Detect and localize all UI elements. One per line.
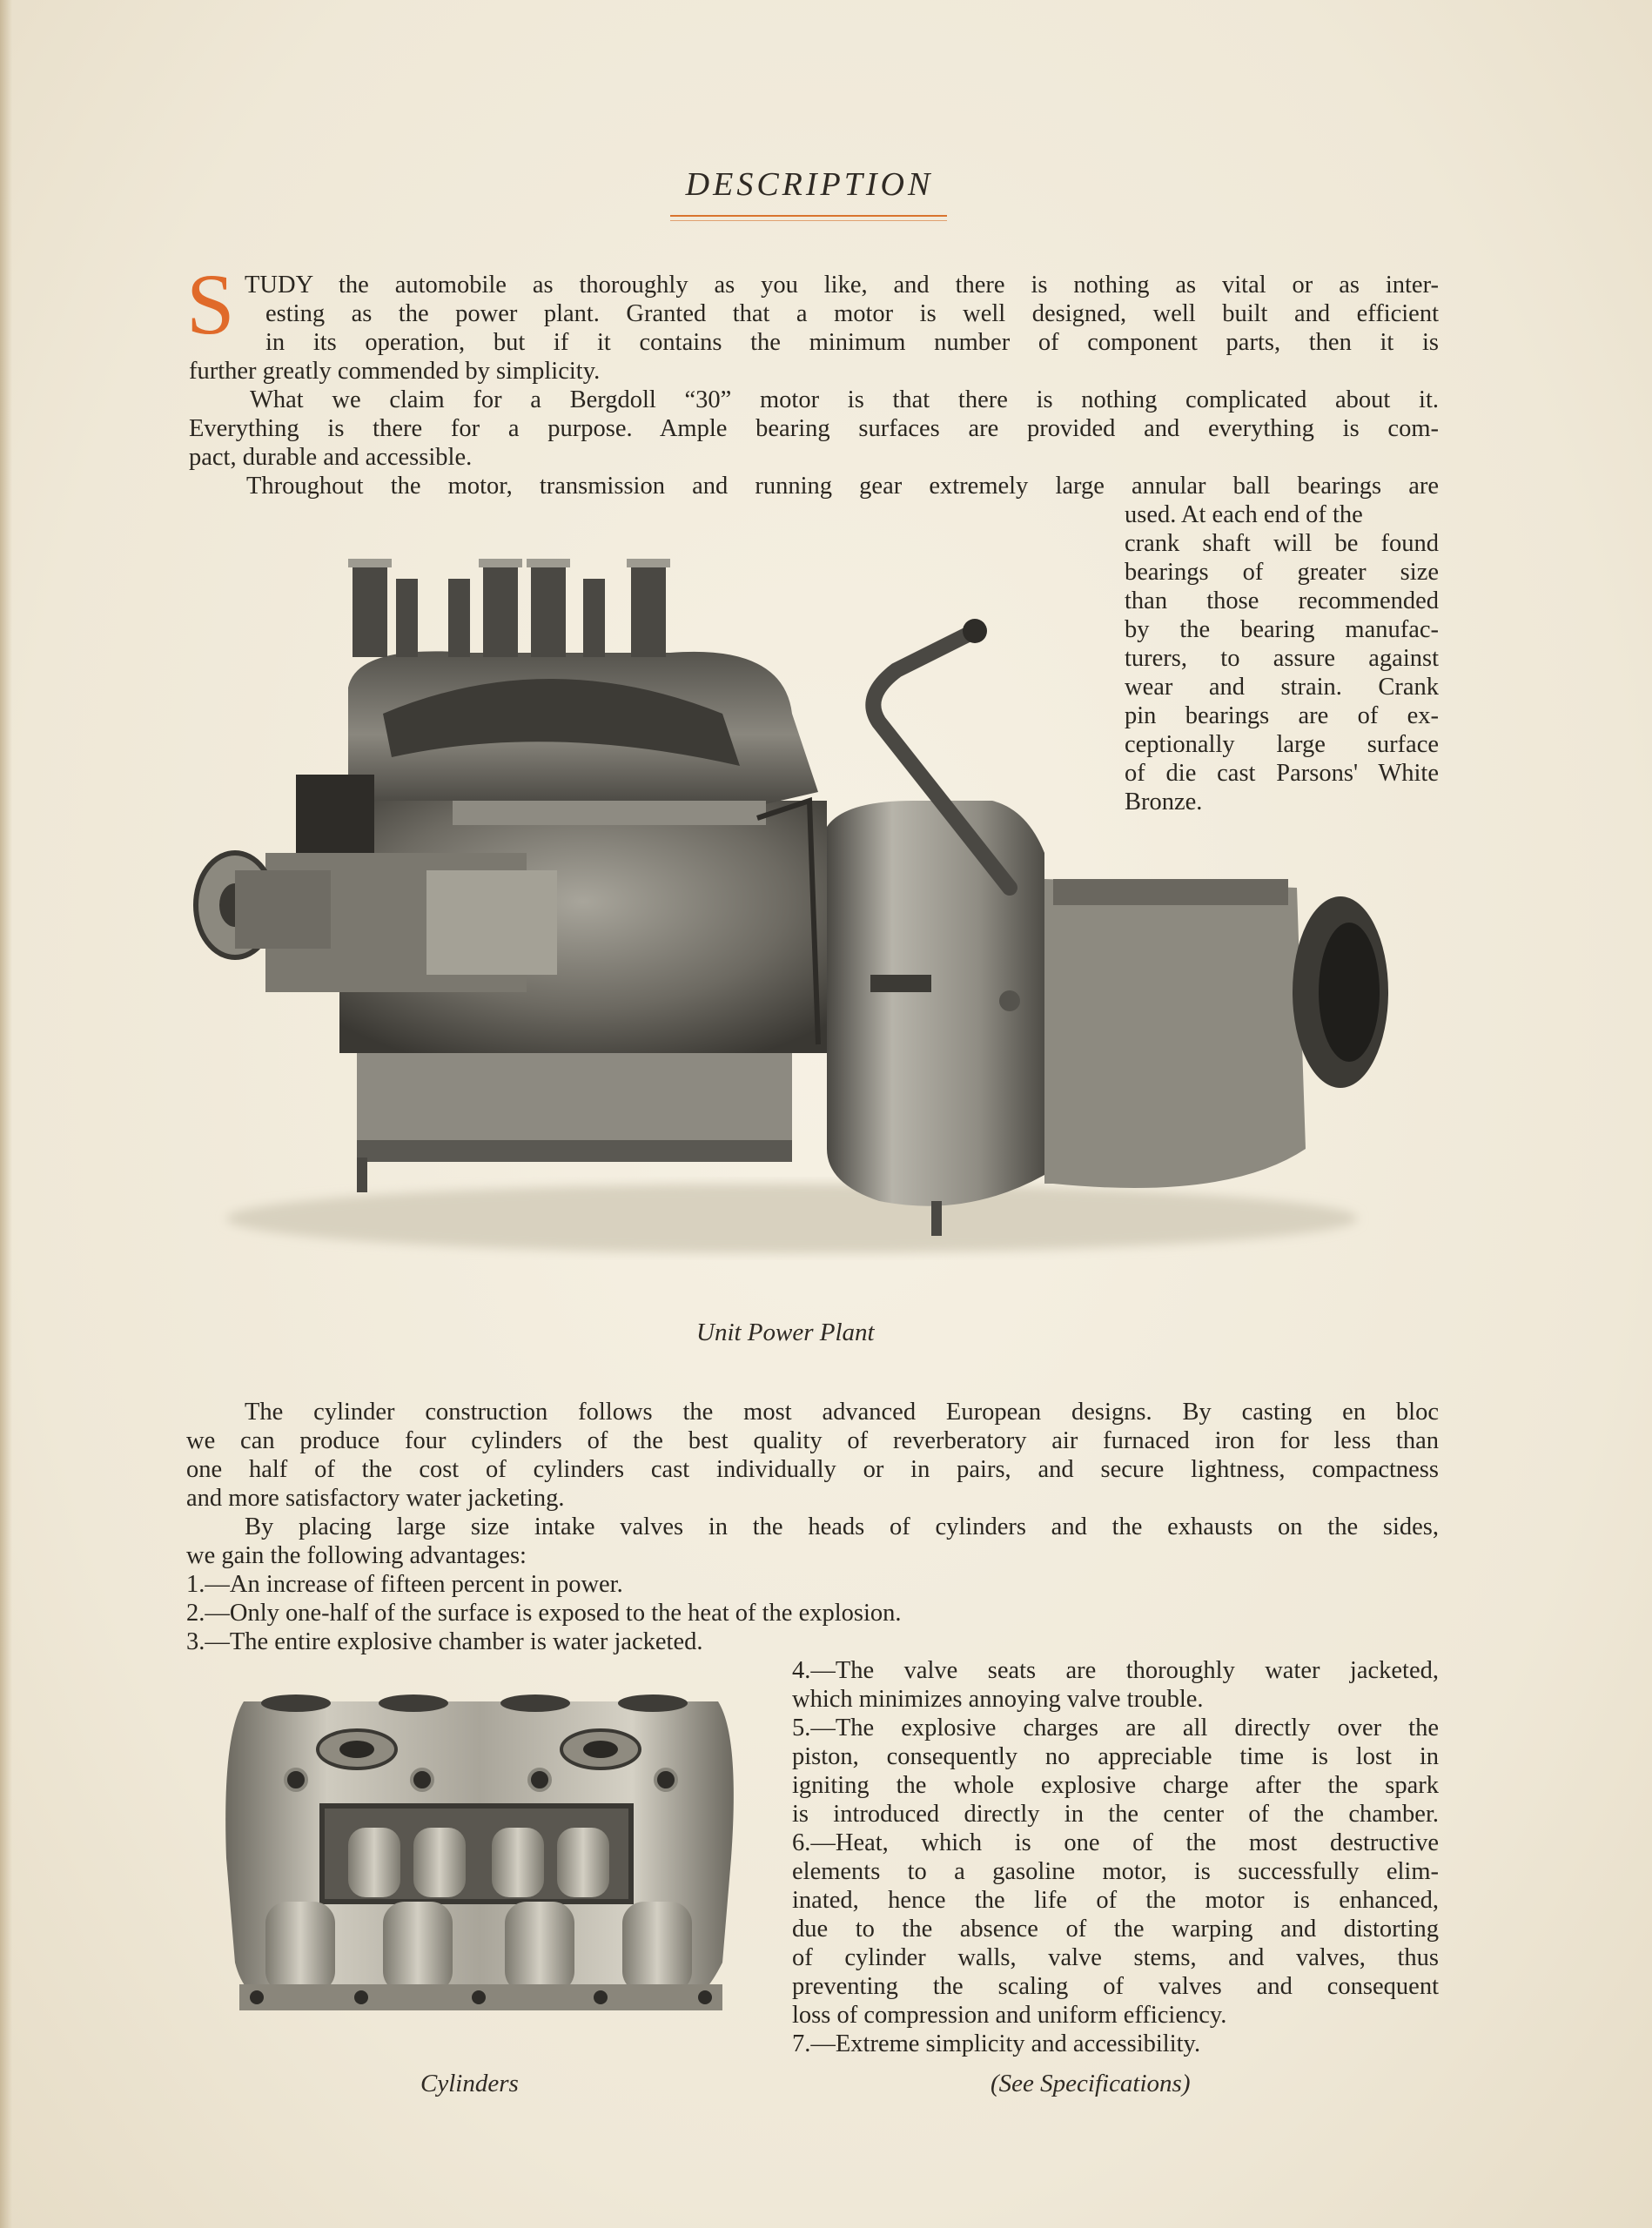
advantage-line: 7.—Extreme simplicity and accessibility. (792, 2030, 1201, 2057)
advantage-item: 2.—Only one-half of the surface is exposed to the heat of the explosion. (186, 1600, 902, 1627)
advantage-line: 6.—Heat, which is one of the most destructive (792, 1829, 1439, 1856)
advantage-line: igniting the whole explosive charge after the spark (792, 1772, 1439, 1799)
advantage-line: 4.—The valve seats are thoroughly water jacketed, (792, 1657, 1439, 1684)
para2-line2: Everything is there for a purpose. Ample bearing surfaces are provided and everything is com- (189, 415, 1439, 442)
advantage-line: elements to a gasoline motor, is successfully elim- (792, 1858, 1439, 1885)
para3-side-line: used. At each end of the (1125, 501, 1363, 528)
para3-side-line: turers, to assure against (1125, 645, 1439, 672)
advantage-line: which minimizes annoying valve trouble. (792, 1686, 1204, 1713)
advantages-side-column (792, 1656, 1439, 2058)
para2-line1: What we claim for a Bergdoll “30” motor is that there is nothing complicated about it. (250, 386, 1439, 413)
page-edge (0, 0, 12, 2228)
para3-line1: Throughout the motor, transmission and running gear extremely large annular ball bearings are (246, 473, 1439, 500)
page-title: DESCRIPTION (685, 166, 934, 203)
para4-line4: and more satisfactory water jacketing. (186, 1485, 565, 1512)
advantage-line: of cylinder walls, valve stems, and valves, thus (792, 1944, 1439, 1971)
para4-line2: we can produce four cylinders of the best quality of reverberatory air furnaced iron for less than (186, 1427, 1439, 1454)
para2-line3: pact, durable and accessible. (189, 444, 473, 471)
para3-side-line: than those recommended (1125, 587, 1439, 614)
advantage-item: 3.—The entire explosive chamber is water jacketed. (186, 1628, 703, 1655)
title-underline-thin (670, 220, 947, 221)
para1-line2: esting as the power plant. Granted that a motor is well designed, well built and efficient (265, 300, 1439, 327)
para1-line3: in its operation, but if it contains the minimum number of component parts, then it is (265, 329, 1439, 356)
drop-cap: S (186, 256, 235, 352)
para5-line2: we gain the following advantages: (186, 1542, 527, 1569)
para3-side-line: pin bearings are of ex- (1125, 702, 1439, 729)
para3-side-line: ceptionally large surface (1125, 731, 1439, 758)
para3-side-line: bearings of greater size (1125, 559, 1439, 586)
para3-side-line: crank shaft will be found (1125, 530, 1439, 557)
advantage-line: piston, consequently no appreciable time is lost in (792, 1743, 1439, 1770)
photo2-caption: Cylinders (420, 2070, 519, 2097)
para1-line4: further greatly commended by simplicity. (189, 358, 601, 385)
advantage-line: is introduced directly in the center of the chamber. (792, 1801, 1439, 1828)
para3-side-line: of die cast Parsons' White (1125, 760, 1439, 787)
advantage-line: inated, hence the life of the motor is enhanced, (792, 1887, 1439, 1914)
para4-line1: The cylinder construction follows the most advanced European designs. By casting en bloc (245, 1399, 1439, 1426)
advantage-line: preventing the scaling of valves and consequent (792, 1973, 1439, 2000)
para3-side-line: Bronze. (1125, 789, 1203, 815)
para3-side-line: wear and strain. Crank (1125, 674, 1439, 701)
para1-line1: TUDY the automobile as thoroughly as you like, and there is nothing as vital or as inter- (245, 272, 1439, 299)
advantage-line: loss of compression and uniform efficiency. (792, 2002, 1227, 2029)
para5-line1: By placing large size intake valves in the heads of cylinders and the exhausts on the sides, (245, 1513, 1439, 1540)
cylinders-photo (218, 1684, 744, 2028)
see-specifications-note: (See Specifications) (991, 2070, 1191, 2097)
para4-line3: one half of the cost of cylinders cast individually or in pairs, and secure lightness, compactness (186, 1456, 1439, 1483)
para3-side-line: by the bearing manufac- (1125, 616, 1439, 643)
advantage-item: 1.—An increase of fifteen percent in power. (186, 1571, 623, 1598)
advantage-line: due to the absence of the warping and distorting (792, 1916, 1439, 1943)
title-underline (670, 215, 947, 217)
advantage-line: 5.—The explosive charges are all directly over the (792, 1715, 1439, 1741)
photo1-caption: Unit Power Plant (696, 1319, 875, 1346)
unit-power-plant-photo (183, 540, 1401, 1271)
